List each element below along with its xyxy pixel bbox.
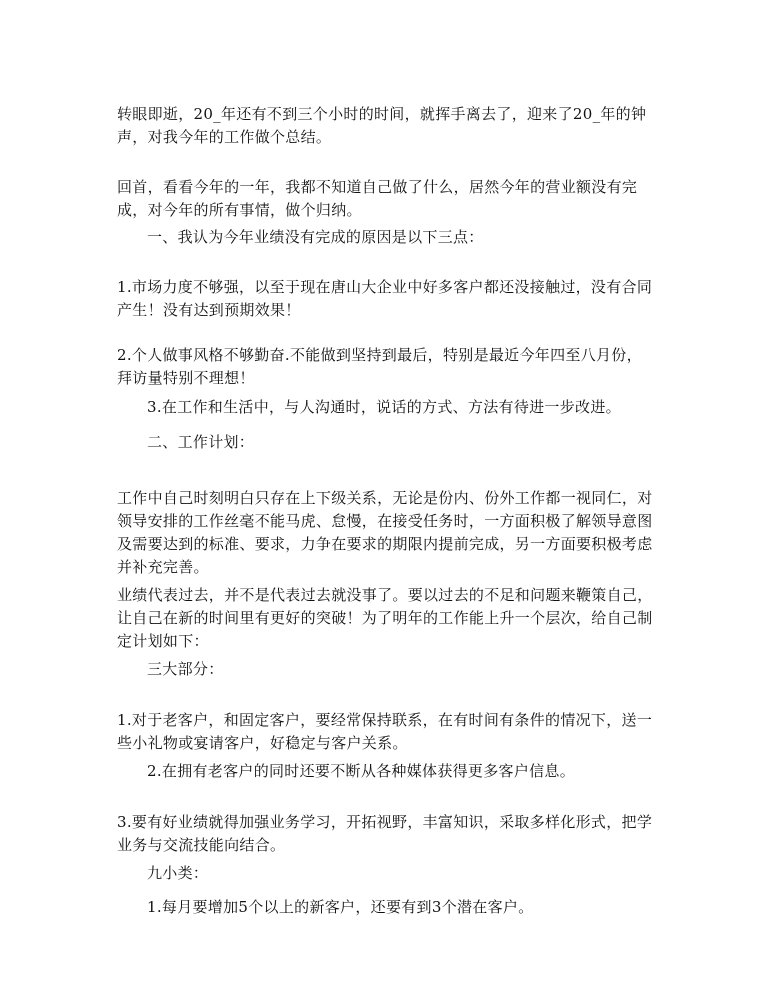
- heading-nine-categories: 九小类：: [147, 864, 209, 882]
- paragraph-reason-1: 1.市场力度不够强，以至于现在唐山大企业中好多客户都还没接触过，没有合同产生！没有达到预期效果！: [117, 278, 653, 319]
- paragraph-review: 回首，看看今年的一年，我都不知道自己做了什么，居然今年的营业额没有完成，对今年的所有事情，做个归纳。: [117, 178, 638, 219]
- paragraph-part-2: 2.在拥有老客户的同时还要不断从各种媒体获得更多客户信息。: [147, 762, 576, 780]
- paragraph-category-1: 1.每月要增加5个以上的新客户，还要有到3个潜在客户。: [147, 898, 534, 916]
- paragraph-performance: 业绩代表过去，并不是代表过去就没事了。要以过去的不足和问题来鞭策自己，让自己在新的时间里有更好的突破！为了明年的工作能上升一个层次，给自己制定计划如下：: [117, 586, 653, 650]
- paragraph-intro: 转眼即逝，20_年还有不到三个小时的时间，就挥手离去了，迎来了20_年的钟声，对我今年的工作做个总结。: [117, 105, 647, 146]
- paragraph-work-attitude: 工作中自己时刻明白只存在上下级关系，无论是份内、份外工作都一视同仁，对领导安排的工作丝毫不能马虎、怠慢，在接受任务时，一方面积极了解领导意图及需要达到的标准、要求，力争在要求的期限内提前完成，另一方面要积极考虑并补充完善。: [117, 489, 653, 576]
- paragraph-part-3: 3.要有好业绩就得加强业务学习，开拓视野，丰富知识，采取多样化形式，把学业务与交流技能向结合。: [117, 813, 653, 854]
- paragraph-part-1: 1.对于老客户，和固定客户，要经常保持联系，在有时间有条件的情况下，送一些小礼物或宴请客户，好稳定与客户关系。: [117, 711, 653, 752]
- paragraph-reason-3: 3.在工作和生活中，与人沟通时，说话的方式、方法有待进一步改进。: [147, 398, 621, 416]
- heading-work-plan: 二、工作计划：: [147, 433, 255, 451]
- paragraph-reason-2: 2.个人做事风格不够勤奋.不能做到坚持到最后，特别是最近今年四至八月份，拜访量特别不理想！: [117, 346, 642, 387]
- heading-three-parts: 三大部分：: [147, 660, 224, 678]
- heading-reasons: 一、我认为今年业绩没有完成的原因是以下三点：: [147, 228, 484, 246]
